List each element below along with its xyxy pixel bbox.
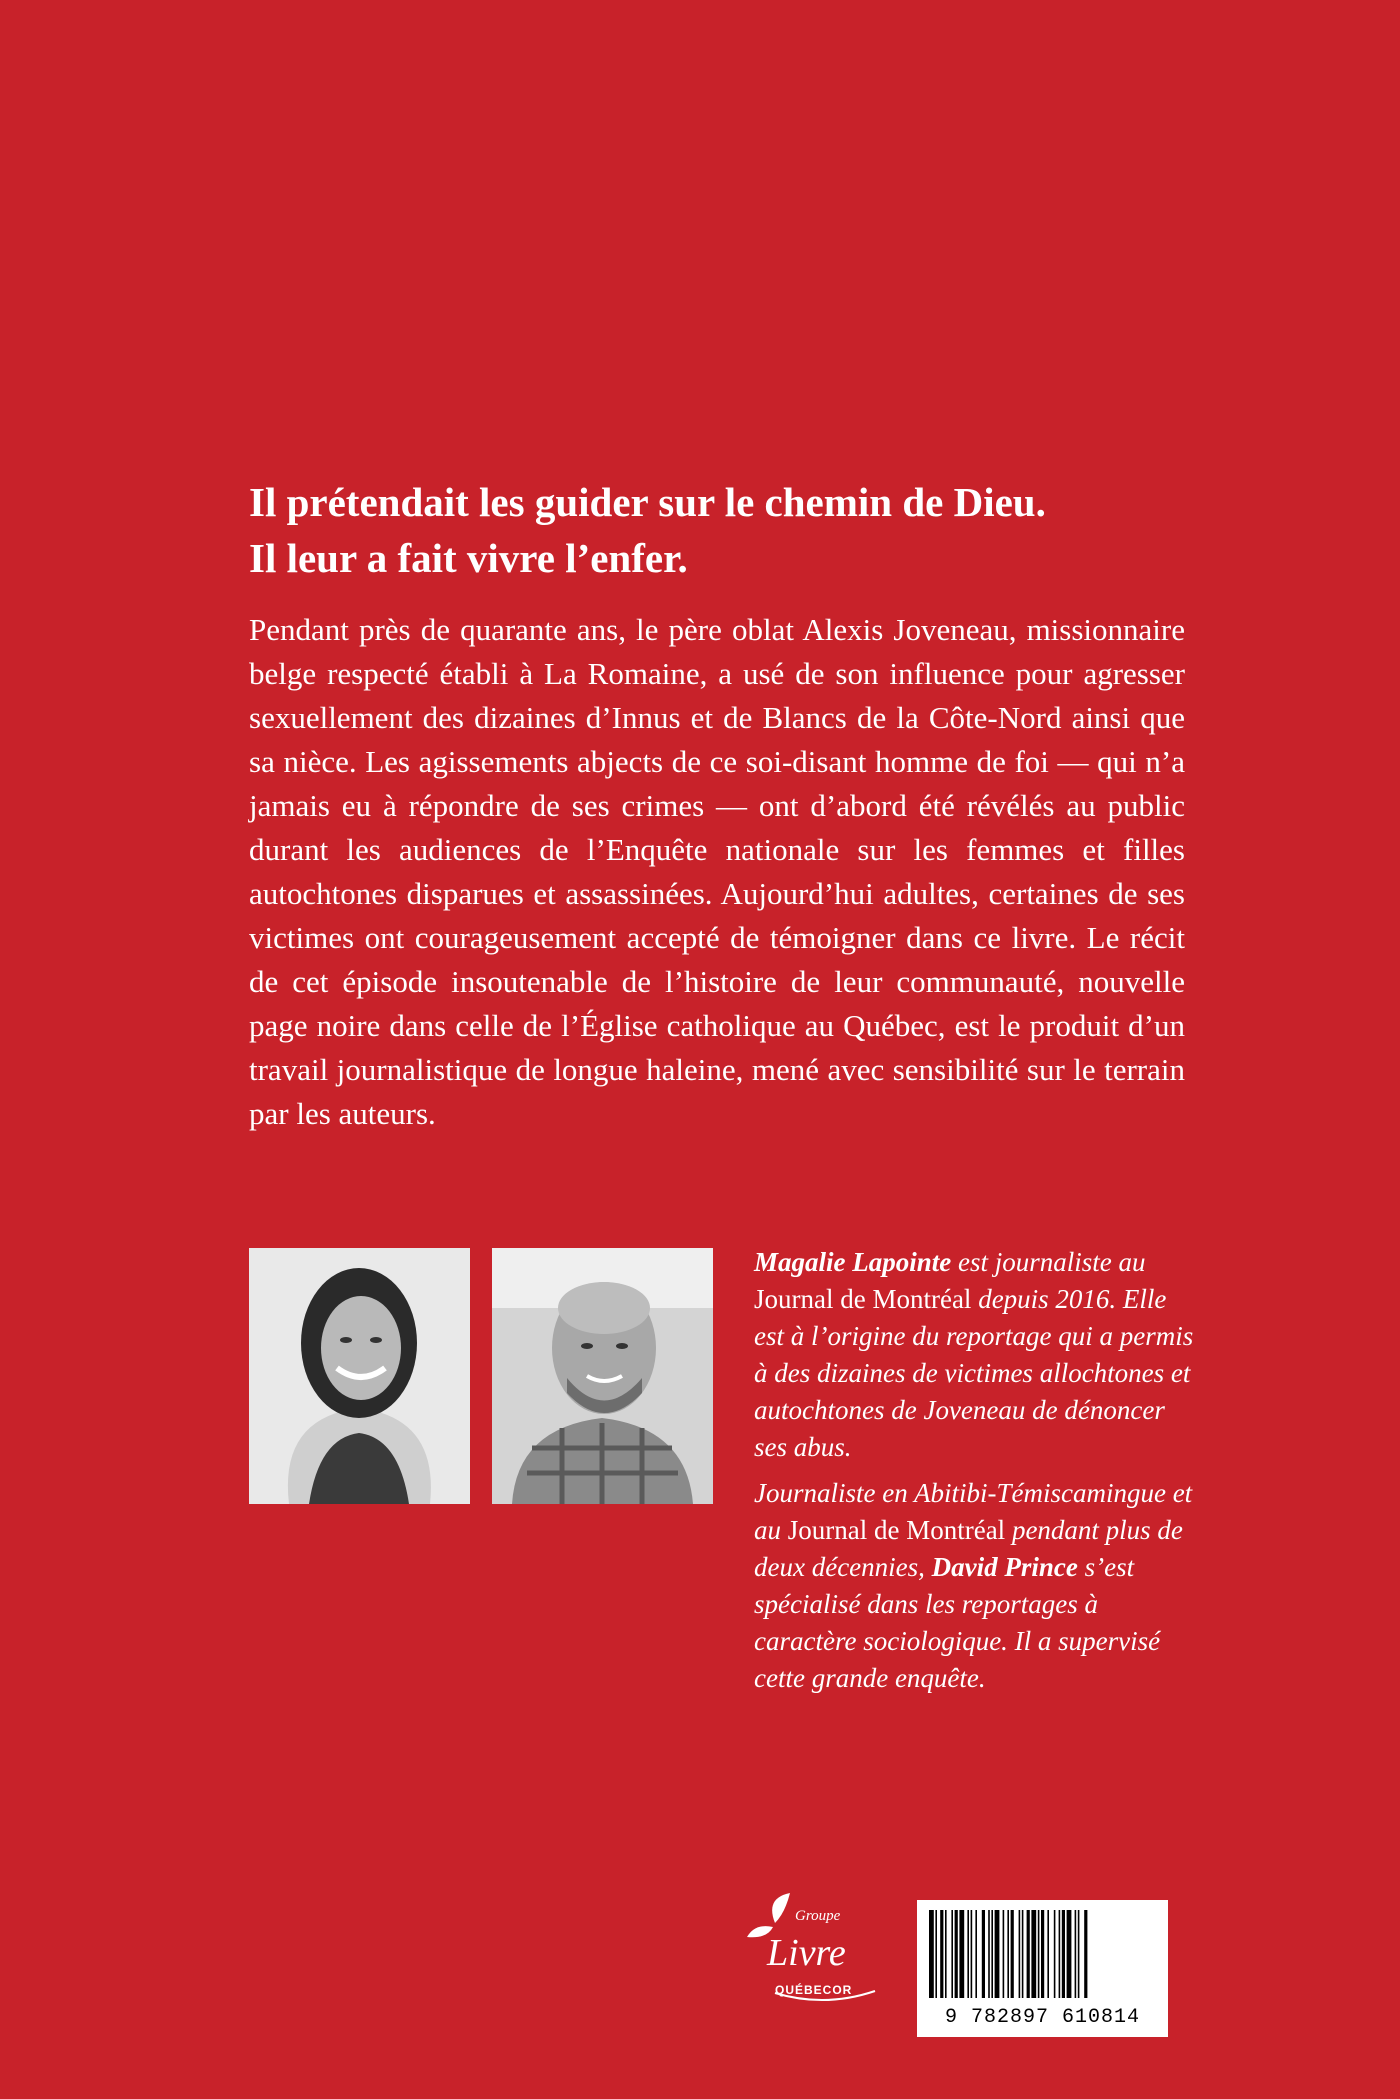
- bio-text: est journaliste au: [951, 1247, 1146, 1277]
- author-name: David Prince: [931, 1552, 1078, 1582]
- isbn-number: 9 782897 610814: [944, 2006, 1141, 2029]
- publisher-quebecor: QUÉBECOR: [775, 1983, 853, 1997]
- headline: [249, 474, 1229, 586]
- bio-text: Journaliste en Abitibi-Témiscamingue et au: [754, 1478, 1193, 1545]
- barcode-icon: [929, 1910, 1156, 1998]
- publisher-logo: [745, 1893, 885, 2013]
- author-name: Magalie Lapointe: [754, 1247, 952, 1277]
- bio-text: s’est spécialisé dans les reportages à caractère sociologique. Il a supervisé cette grande enquête.: [754, 1552, 1161, 1693]
- publisher-livre: Livre: [767, 1932, 846, 1974]
- publisher-groupe: Groupe: [795, 1908, 841, 1924]
- bio-text: depuis 2016. Elle est à l’origine du reportage qui a permis à des dizaines de victimes allochtones et autochtones de Joveneau de dénoncer ses abus.: [754, 1284, 1194, 1462]
- bio-text: pendant plus de deux décennies,: [754, 1515, 1183, 1582]
- author-bio-david-prince: [754, 1475, 1194, 1697]
- isbn-barcode: [917, 1900, 1168, 2037]
- summary-text: Pendant près de quarante ans, le père oblat Alexis Joveneau, missionnaire belge respecté établi à La Romaine, a usé de son influence pour agresser sexuellement des dizaines d’Innus et de Blancs de la Côte-Nord ainsi que sa nièce. Les agissements abjects de ce soi-disant homme de foi — qui n’a jamais eu à répondre de ses crimes — ont d’abord été révélés au public durant les audiences de l’Enquête nationale sur les femmes et filles autochtones disparues et assassinées. Aujourd’hui adultes, certaines de ses victimes ont courageusement accepté de témoigner dans ce livre. Le récit de cet épisode insoutenable de l’histoire de leur communauté, nouvelle page noire dans celle de l’Église catholique au Québec, est le produit d’un travail journalistique de longue haleine, mené avec sensibilité sur le terrain par les auteurs.: [249, 612, 1185, 1131]
- newspaper-name: Journal de Montréal: [754, 1284, 972, 1314]
- headline-line-1: Il prétendait les guider sur le chemin de Dieu.: [249, 479, 1046, 525]
- author-photo-david-prince: [492, 1248, 713, 1504]
- author-bio-magalie-lapointe: [754, 1244, 1194, 1466]
- headline-line-2: Il leur a fait vivre l’enfer.: [249, 535, 688, 581]
- newspaper-name: Journal de Montréal: [787, 1515, 1006, 1545]
- author-photo-magalie-lapointe: [249, 1248, 470, 1504]
